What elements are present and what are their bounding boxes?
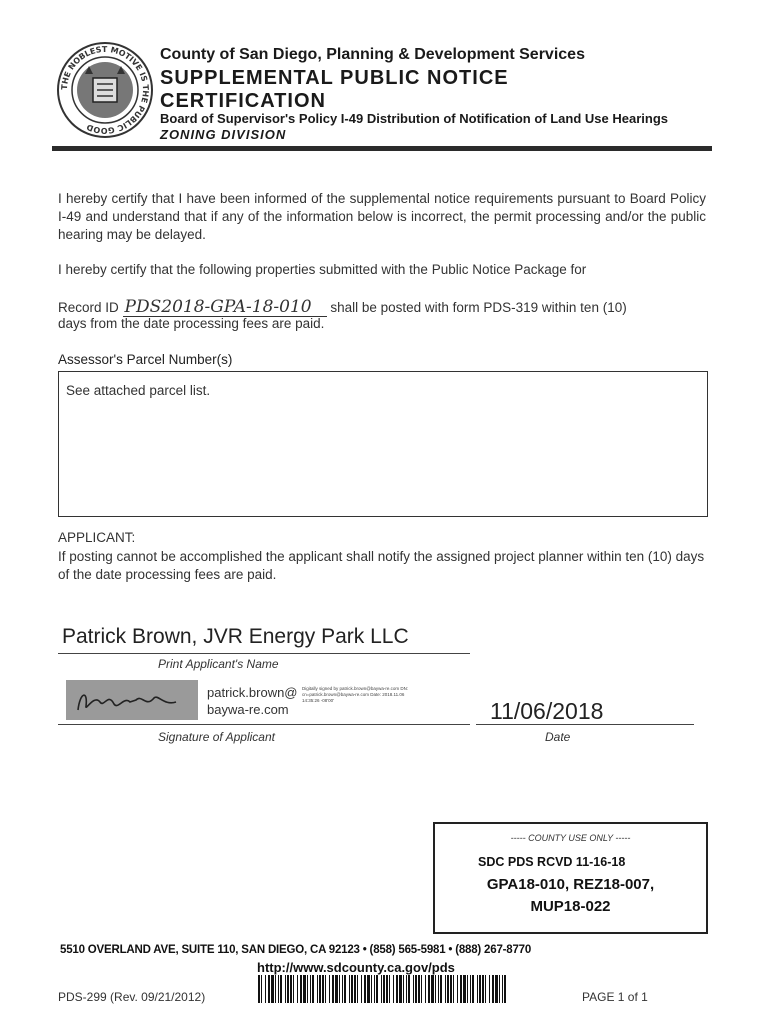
signature-underline xyxy=(58,724,470,725)
applicant-heading: APPLICANT: xyxy=(58,530,136,545)
svg-text:THE NOBLEST MOTIVE IS THE PUBL: THE NOBLEST MOTIVE IS THE PUBLIC GOOD xyxy=(59,44,151,136)
applicant-name-field[interactable]: Patrick Brown, JVR Energy Park LLC xyxy=(62,625,409,648)
barcode-icon xyxy=(258,975,510,1003)
footer-address: 5510 OVERLAND AVE, SUITE 110, SAN DIEGO, CA 92123 • (858) 565-5981 • (888) 267-8770 xyxy=(60,944,532,956)
form-title-line1: SUPPLEMENTAL PUBLIC NOTICE xyxy=(160,67,509,89)
signature-caption: Signature of Applicant xyxy=(158,730,275,744)
certification-paragraph: I hereby certify that I have been informed of the supplemental notice requirements pursuant to Board Policy I-49 and understand that if any of the information below is incorrect, the permit processing and/or the public hearing may be delayed. xyxy=(58,191,706,242)
county-seal-icon xyxy=(55,40,155,140)
signature-image[interactable] xyxy=(66,680,198,720)
date-field[interactable]: 11/06/2018 xyxy=(490,698,604,724)
record-id-line xyxy=(58,298,706,317)
applicant-instruction: If posting cannot be accomplished the applicant shall notify the assigned project planner within ten (10) days of the date processing fees are paid. xyxy=(58,549,705,582)
digital-signature-meta: Digitally signed by patrick.brown@baywa-re.com DN: cn=patrick.brown@baywa-re.com Date: 2018.11.06 14:35:26 -08'00' xyxy=(302,686,409,703)
signer-email-line2: baywa-re.com xyxy=(207,702,289,717)
form-id: PDS-299 (Rev. 09/21/2012) xyxy=(58,990,206,1004)
properties-paragraph: I hereby certify that the following properties submitted with the Public Notice Package for xyxy=(58,262,587,277)
case-numbers-line1: GPA18-010, REZ18-007, xyxy=(486,876,655,893)
record-id-line2: days from the date processing fees are paid. xyxy=(58,316,325,331)
name-caption: Print Applicant's Name xyxy=(158,657,279,671)
record-id-suffix: shall be posted with form PDS-319 within ten (10) xyxy=(330,300,627,315)
date-caption: Date xyxy=(545,730,571,744)
date-underline xyxy=(476,724,694,725)
policy-subtitle: Board of Supervisor's Policy I-49 Distribution of Notification of Land Use Hearings xyxy=(160,111,668,126)
apn-label: Assessor's Parcel Number(s) xyxy=(58,352,233,367)
signer-email-line1: patrick.brown@ xyxy=(207,685,298,700)
county-use-header: ----- COUNTY USE ONLY ----- xyxy=(510,833,631,843)
case-numbers-line2: MUP18-022 xyxy=(530,898,611,915)
record-id-field[interactable]: PDS2018-GPA-18-010 xyxy=(123,298,327,317)
record-id-label: Record ID xyxy=(58,300,119,315)
name-underline xyxy=(58,653,470,654)
form-title-line2: CERTIFICATION xyxy=(160,90,326,112)
received-stamp: SDC PDS RCVD 11-16-18 xyxy=(478,855,626,869)
division-label: ZONING DIVISION xyxy=(160,127,287,142)
header-divider xyxy=(52,146,712,151)
apn-value: See attached parcel list. xyxy=(66,383,211,398)
footer-url-link[interactable]: http://www.sdcounty.ca.gov/pds xyxy=(257,960,455,975)
page-number: PAGE 1 of 1 xyxy=(582,990,648,1004)
agency-name: County of San Diego, Planning & Development Services xyxy=(160,46,585,63)
